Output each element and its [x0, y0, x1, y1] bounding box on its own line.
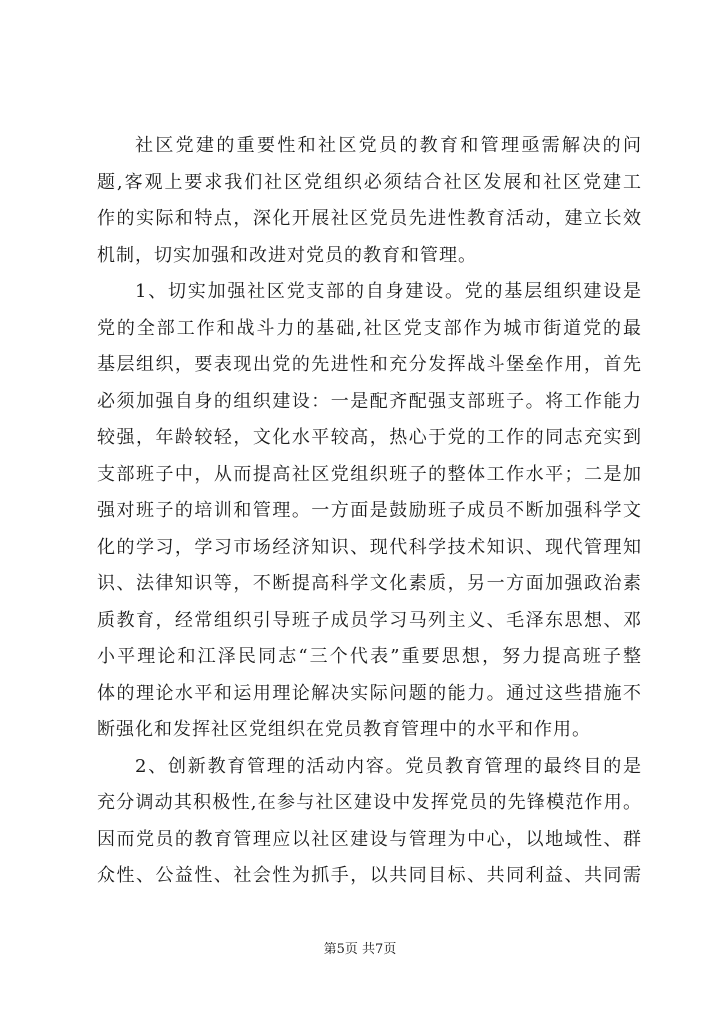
text-line: 1、切实加强社区党支部的自身建设。党的基层组织建设是 [135, 281, 641, 302]
text-line: 党的全部工作和战斗力的基础,社区党支部作为城市街道党的最 [97, 317, 641, 339]
text-line: 化的学习，学习市场经济知识、现代科学技术知识、现代管理知 [97, 536, 641, 558]
text-line: 体的理论水平和运用理论解决实际问题的能力。通过这些措施不 [97, 682, 641, 704]
text-line: 质教育，经常组织引导班子成员学习马列主义、毛泽东思想、邓 [97, 609, 641, 631]
paragraph-1 [97, 128, 641, 274]
paragraph-2 [97, 274, 641, 749]
text-line: 断强化和发挥社区党组织在党员教育管理中的水平和作用。 [97, 719, 591, 740]
text-line: 基层组织，要表现出党的先进性和充分发挥战斗堡垒作用，首先 [97, 354, 641, 375]
text-line: 识、法律知识等，不断提高科学文化素质，另一方面加强政治素 [97, 573, 641, 594]
text-line: 较强，年龄较轻，文化水平较高，热心于党的工作的同志充实到 [97, 427, 641, 448]
text-line: 机制，切实加强和改进对党员的教育和管理。 [97, 244, 477, 266]
text-line: 因而党员的教育管理应以社区建设与管理为中心，以地域性、群 [97, 828, 641, 850]
text-line: 2、创新教育管理的活动内容。党员教育管理的最终目的是 [135, 755, 641, 777]
text-line: 众性、公益性、社会性为抓手，以共同目标、共同利益、共同需 [97, 865, 641, 886]
text-line: 充分调动其积极性,在参与社区建设中发挥党员的先锋模范作用。 [97, 792, 641, 813]
text-line: 支部班子中，从而提高社区党组织班子的整体工作水平；二是加 [97, 463, 641, 485]
page-number: 第5页 共7页 [323, 942, 397, 957]
text-line: 社区党建的重要性和社区党员的教育和管理亟需解决的问 [135, 135, 641, 156]
text-line: 强对班子的培训和管理。一方面是鼓励班子成员不断加强科学文 [97, 500, 641, 521]
body-text [97, 128, 641, 895]
text-line: 题,客观上要求我们社区党组织必须结合社区发展和社区党建工 [97, 171, 641, 193]
text-line: 小平理论和江泽民同志“三个代表”重要思想，努力提高班子整 [97, 646, 641, 667]
text-line: 作的实际和特点，深化开展社区党员先进性教育活动，建立长效 [97, 208, 641, 229]
text-line: 必须加强自身的组织建设：一是配齐配强支部班子。将工作能力 [97, 390, 641, 412]
paragraph-3 [97, 749, 641, 895]
